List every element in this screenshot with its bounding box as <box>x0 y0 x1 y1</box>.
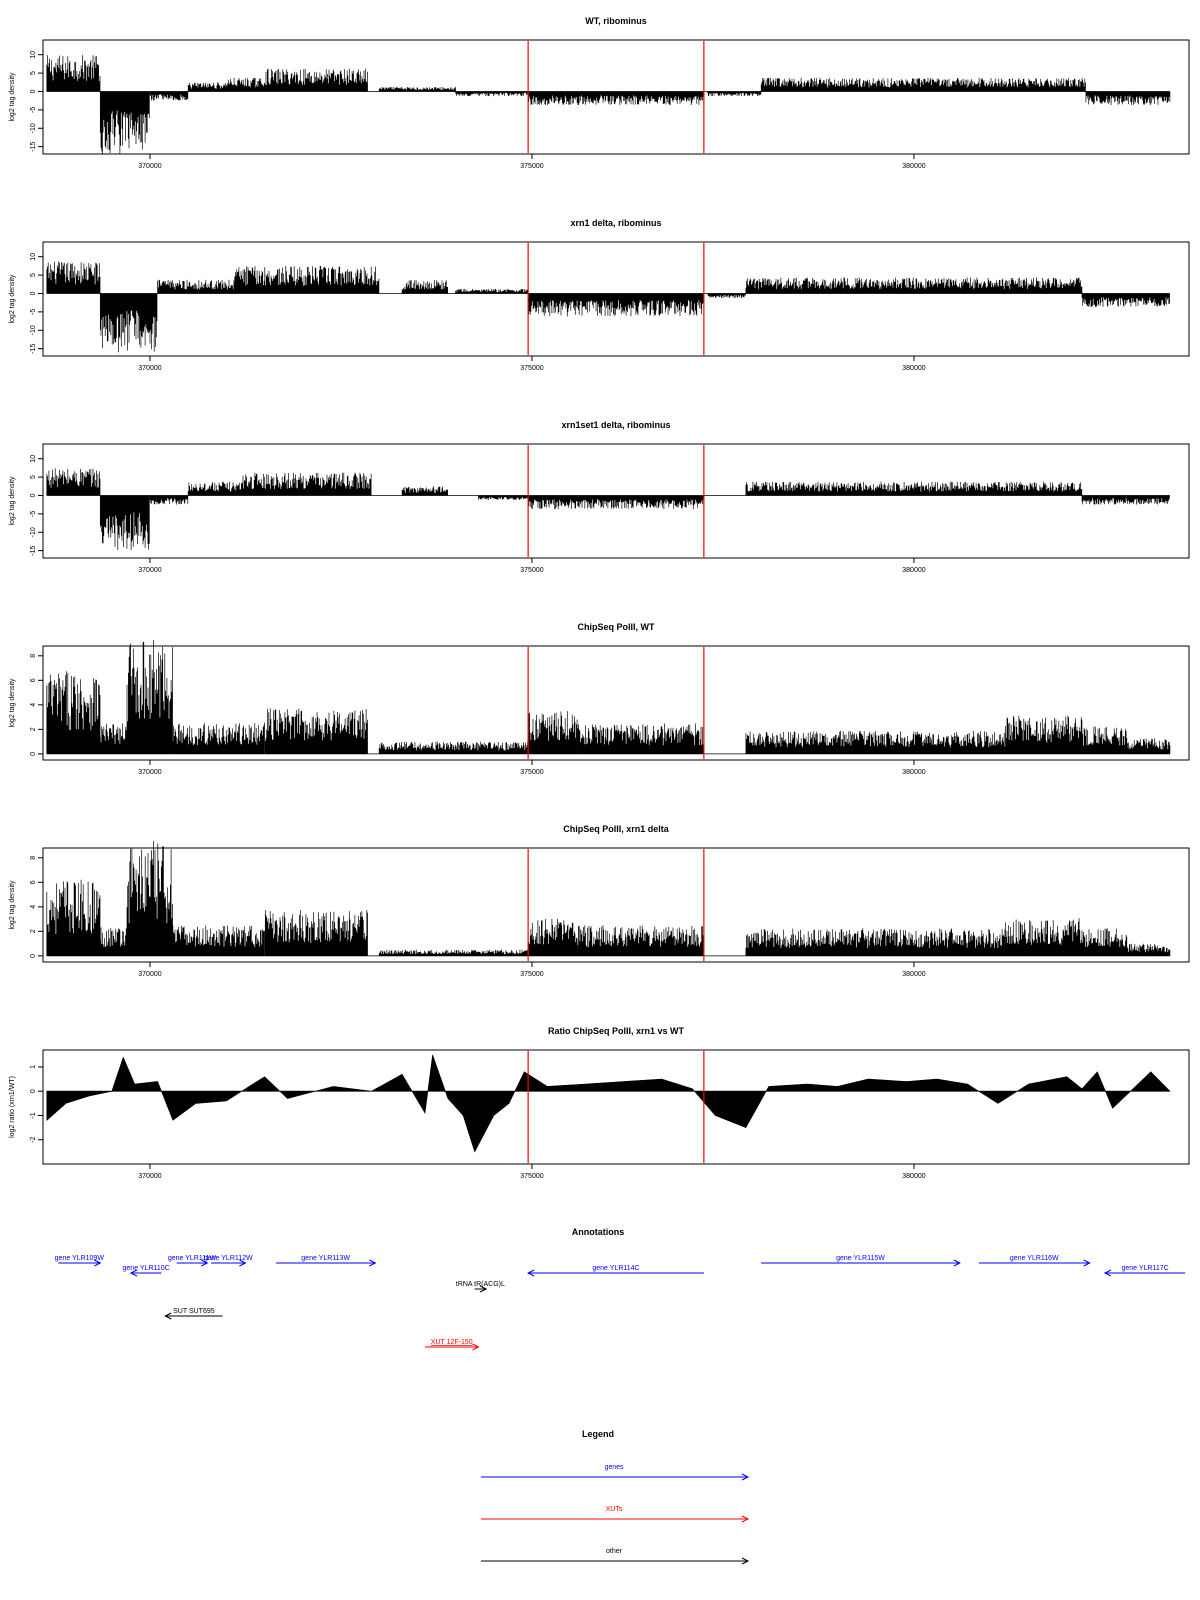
signal-segment <box>746 731 922 754</box>
signal-segment <box>100 294 157 353</box>
x-tick-label: 380000 <box>902 365 926 372</box>
annotation-gene <box>979 1255 1090 1266</box>
signal-bars <box>922 929 1006 956</box>
signal-bars <box>1006 716 1082 754</box>
signal-segment <box>528 919 577 956</box>
signal-segment <box>188 82 226 91</box>
x-tick-label: 375000 <box>520 1173 544 1180</box>
y-tick-label: -10 <box>30 527 37 538</box>
signal-bars <box>100 92 149 155</box>
signal-segment <box>746 277 1082 293</box>
signal-segment <box>47 262 100 294</box>
signal-bars <box>47 468 100 495</box>
y-tick-label: 10 <box>30 50 37 59</box>
legend-item-xut <box>481 1506 748 1522</box>
annotation-label: gene YLR109W <box>54 1255 104 1262</box>
signal-segment <box>47 468 100 495</box>
signal-segment <box>1086 92 1170 106</box>
signal-bars <box>150 496 188 505</box>
signal-bars <box>150 92 188 101</box>
x-tick-label: 370000 <box>138 163 162 170</box>
signal-bars <box>1128 944 1170 956</box>
signal-bars <box>100 723 127 754</box>
signal-bars <box>100 496 149 551</box>
signal-bars <box>456 289 528 294</box>
signal-segment <box>100 927 127 956</box>
y-tick-label: 6 <box>30 678 37 683</box>
y-tick-label: 5 <box>30 71 37 76</box>
panel-3 <box>9 420 1189 574</box>
annotations-title: Annotations <box>571 1227 625 1237</box>
annotation-track <box>55 1227 1186 1350</box>
x-tick-label: 380000 <box>902 971 926 978</box>
signal-bars <box>479 496 528 501</box>
annotation-gene <box>276 1255 375 1266</box>
signal-segment <box>402 280 448 294</box>
signal-segment <box>1006 918 1082 956</box>
track-panels <box>9 16 1189 1180</box>
signal-bars <box>528 711 577 754</box>
signal-bars <box>528 294 704 317</box>
legend-label: other <box>606 1548 622 1555</box>
x-tick-label: 370000 <box>138 365 162 372</box>
annotation-gene <box>55 1255 105 1266</box>
annotation-label: gene YLR113W <box>301 1255 351 1262</box>
signal-segment <box>379 742 527 754</box>
y-tick-label: -5 <box>30 106 37 113</box>
y-tick-label: 8 <box>30 653 37 658</box>
annotation-label: gene YLR116W <box>1009 1255 1059 1262</box>
signal-bars <box>1082 727 1128 754</box>
signal-bars <box>456 92 528 97</box>
signal-bars <box>265 69 368 92</box>
panel-6 <box>9 1026 1189 1180</box>
signal-bars <box>47 880 100 956</box>
annotation-label: gene YLR117C <box>1121 1265 1169 1272</box>
signal-bars <box>158 280 234 294</box>
signal-segment <box>528 711 577 754</box>
signal-segment <box>708 92 761 97</box>
signal-bars <box>188 482 241 496</box>
signal-segment <box>265 69 368 92</box>
y-tick-label: 0 <box>30 493 37 498</box>
signal-segment <box>761 78 914 92</box>
signal-bars <box>708 294 746 299</box>
x-tick-label: 375000 <box>520 769 544 776</box>
annotation-other <box>165 1308 222 1319</box>
panel-title: Ratio ChipSeq PolII, xrn1 vs WT <box>547 1026 685 1036</box>
legend-label: genes <box>604 1464 624 1471</box>
x-tick-label: 370000 <box>138 769 162 776</box>
signal-bars <box>1006 918 1082 956</box>
signal-bars <box>379 950 527 956</box>
signal-bars <box>528 919 577 956</box>
signal-segment <box>100 92 149 155</box>
legend-title: Legend <box>581 1429 615 1439</box>
signal-segment <box>922 731 1006 754</box>
signal-segment <box>100 723 127 754</box>
signal-segment <box>746 928 922 956</box>
signal-bars <box>528 92 704 106</box>
x-tick-label: 375000 <box>520 567 544 574</box>
y-tick-label: -15 <box>30 141 37 152</box>
panel-title: ChipSeq PolII, WT <box>577 622 655 632</box>
signal-bars <box>914 78 1086 92</box>
panel-5 <box>9 824 1189 978</box>
y-tick-label: -5 <box>30 510 37 517</box>
y-axis-label: log2 tag density <box>9 476 16 526</box>
signal-bars <box>127 841 173 956</box>
signal-segment <box>1082 294 1170 308</box>
legend-item-other <box>481 1548 748 1564</box>
y-tick-label: 0 <box>30 953 37 958</box>
signal-segment <box>578 925 704 956</box>
y-axis-label: log2 ratio (xrn1/WT) <box>9 1076 16 1138</box>
signal-segment <box>528 92 704 106</box>
signal-segment <box>922 929 1006 956</box>
annotation-label: gene YLR114C <box>592 1265 640 1272</box>
signal-bars <box>127 640 173 754</box>
y-tick-label: 6 <box>30 880 37 885</box>
signal-segment <box>47 880 100 956</box>
signal-segment <box>456 289 528 294</box>
x-tick-label: 370000 <box>138 1173 162 1180</box>
signal-bars <box>1086 92 1170 106</box>
y-axis-label: log2 tag density <box>9 72 16 122</box>
signal-segment <box>226 78 264 92</box>
panel-title: xrn1set1 delta, ribominus <box>561 420 671 430</box>
signal-bars <box>708 92 761 97</box>
signal-segment <box>1082 928 1128 956</box>
signal-bars <box>173 926 264 956</box>
signal-bars <box>578 925 704 956</box>
signal-bars <box>746 731 922 754</box>
signal-bars <box>188 82 226 91</box>
y-tick-label: 0 <box>30 1089 37 1094</box>
legend-items <box>481 1464 748 1564</box>
annotation-gene <box>123 1265 170 1276</box>
signal-segment <box>929 482 1082 496</box>
y-tick-label: 10 <box>30 252 37 261</box>
signal-bars <box>402 280 448 294</box>
x-tick-label: 370000 <box>138 971 162 978</box>
y-tick-label: 4 <box>30 904 37 909</box>
x-tick-label: 380000 <box>902 567 926 574</box>
panel-4 <box>9 622 1189 776</box>
annotation-label: SUT SUT695 <box>173 1308 215 1315</box>
y-tick-label: 4 <box>30 702 37 707</box>
legend <box>481 1429 748 1564</box>
signal-segment <box>100 496 149 551</box>
legend-label: XUTs <box>605 1506 623 1513</box>
signal-segment <box>379 87 455 92</box>
annotation-items <box>55 1255 1186 1350</box>
signal-bars <box>47 55 100 91</box>
signal-segment <box>265 910 368 956</box>
annotation-label: gene YLR110C <box>122 1265 170 1272</box>
annotation-gene <box>1105 1265 1185 1276</box>
signal-segment <box>158 280 234 294</box>
signal-segment <box>1082 496 1170 505</box>
x-tick-label: 380000 <box>902 1173 926 1180</box>
y-axis-label: log2 tag density <box>9 274 16 324</box>
annotation-label: gene YLR115W <box>836 1255 885 1262</box>
signal-bars <box>173 723 264 754</box>
panel-title: WT, ribominus <box>585 16 647 26</box>
signal-bars <box>1082 496 1170 505</box>
legend-item-gene <box>481 1464 748 1480</box>
y-tick-label: 0 <box>30 291 37 296</box>
x-tick-label: 375000 <box>520 365 544 372</box>
annotation-label: gene YLR112W <box>203 1255 253 1262</box>
y-tick-label: 10 <box>30 454 37 463</box>
y-tick-label: -1 <box>30 1112 37 1119</box>
panel-title: xrn1 delta, ribominus <box>570 218 662 228</box>
signal-segment <box>150 92 188 101</box>
annotation-label: tRNA tR(ACG)L <box>455 1281 505 1288</box>
x-tick-label: 380000 <box>902 163 926 170</box>
ratio-area <box>47 1055 1170 1152</box>
y-tick-label: -2 <box>30 1136 37 1143</box>
signal-bars <box>402 486 448 495</box>
signal-bars <box>746 482 929 496</box>
signal-bars <box>100 927 127 956</box>
signal-bars <box>578 724 704 754</box>
annotation-other <box>456 1281 505 1292</box>
x-tick-label: 375000 <box>520 971 544 978</box>
signal-bars <box>265 708 368 754</box>
signal-segment <box>528 294 704 317</box>
panel-1 <box>9 16 1189 170</box>
annotation-xut <box>425 1339 478 1350</box>
y-tick-label: 2 <box>30 727 37 732</box>
y-tick-label: -10 <box>30 123 37 134</box>
signal-segment <box>188 482 241 496</box>
signal-segment <box>173 723 264 754</box>
annotation-gene <box>528 1265 704 1276</box>
signal-segment <box>479 496 528 501</box>
signal-segment <box>1006 716 1082 754</box>
y-tick-label: 5 <box>30 475 37 480</box>
x-tick-label: 380000 <box>902 769 926 776</box>
signal-segment <box>402 486 448 495</box>
signal-segment <box>173 926 264 956</box>
signal-bars <box>528 496 704 510</box>
y-axis-label: log2 tag density <box>9 880 16 930</box>
signal-segment <box>1128 739 1170 754</box>
signal-bars <box>234 266 379 294</box>
y-tick-label: -15 <box>30 343 37 354</box>
signal-segment <box>708 294 746 299</box>
y-tick-label: -10 <box>30 325 37 336</box>
signal-segment <box>1128 944 1170 956</box>
y-tick-label: 2 <box>30 929 37 934</box>
plot-frame <box>43 1050 1189 1164</box>
signal-bars <box>379 742 527 754</box>
y-tick-label: -5 <box>30 308 37 315</box>
signal-segment <box>265 708 368 754</box>
signal-bars <box>242 473 372 496</box>
signal-segment <box>914 78 1086 92</box>
signal-bars <box>47 671 100 754</box>
panel-title: ChipSeq PolII, xrn1 delta <box>563 824 669 834</box>
signal-segment <box>456 92 528 97</box>
signal-segment <box>746 482 929 496</box>
signal-bars <box>746 277 1082 293</box>
y-tick-label: -15 <box>30 545 37 556</box>
signal-segment <box>1082 727 1128 754</box>
signal-segment <box>127 841 173 956</box>
signal-segment <box>47 55 100 91</box>
signal-bars <box>1128 739 1170 754</box>
signal-bars <box>929 482 1082 496</box>
signal-bars <box>746 928 922 956</box>
signal-segment <box>150 496 188 505</box>
signal-bars <box>1082 294 1170 308</box>
panel-2 <box>9 218 1189 372</box>
signal-bars <box>379 87 455 92</box>
y-tick-label: 8 <box>30 855 37 860</box>
signal-segment <box>528 496 704 510</box>
signal-segment <box>242 473 372 496</box>
signal-bars <box>226 78 264 92</box>
annotation-gene <box>204 1255 253 1266</box>
signal-bars <box>922 731 1006 754</box>
signal-bars <box>1082 928 1128 956</box>
signal-bars <box>47 262 100 294</box>
signal-bars <box>761 78 914 92</box>
y-axis-label: log2 tag density <box>9 678 16 728</box>
annotation-gene <box>761 1255 960 1266</box>
y-tick-label: 1 <box>30 1065 37 1069</box>
signal-bars <box>100 294 157 353</box>
signal-segment <box>578 724 704 754</box>
signal-bars <box>265 910 368 956</box>
annotation-label: gene YLR111W <box>167 1255 217 1262</box>
signal-segment <box>379 950 527 956</box>
signal-segment <box>47 671 100 754</box>
x-tick-label: 370000 <box>138 567 162 574</box>
signal-segment <box>127 640 173 754</box>
y-tick-label: 0 <box>30 89 37 94</box>
annotation-label: XUT 12F-150 <box>430 1339 473 1346</box>
x-tick-label: 375000 <box>520 163 544 170</box>
y-tick-label: 5 <box>30 273 37 278</box>
y-tick-label: 0 <box>30 751 37 756</box>
signal-segment <box>234 266 379 294</box>
